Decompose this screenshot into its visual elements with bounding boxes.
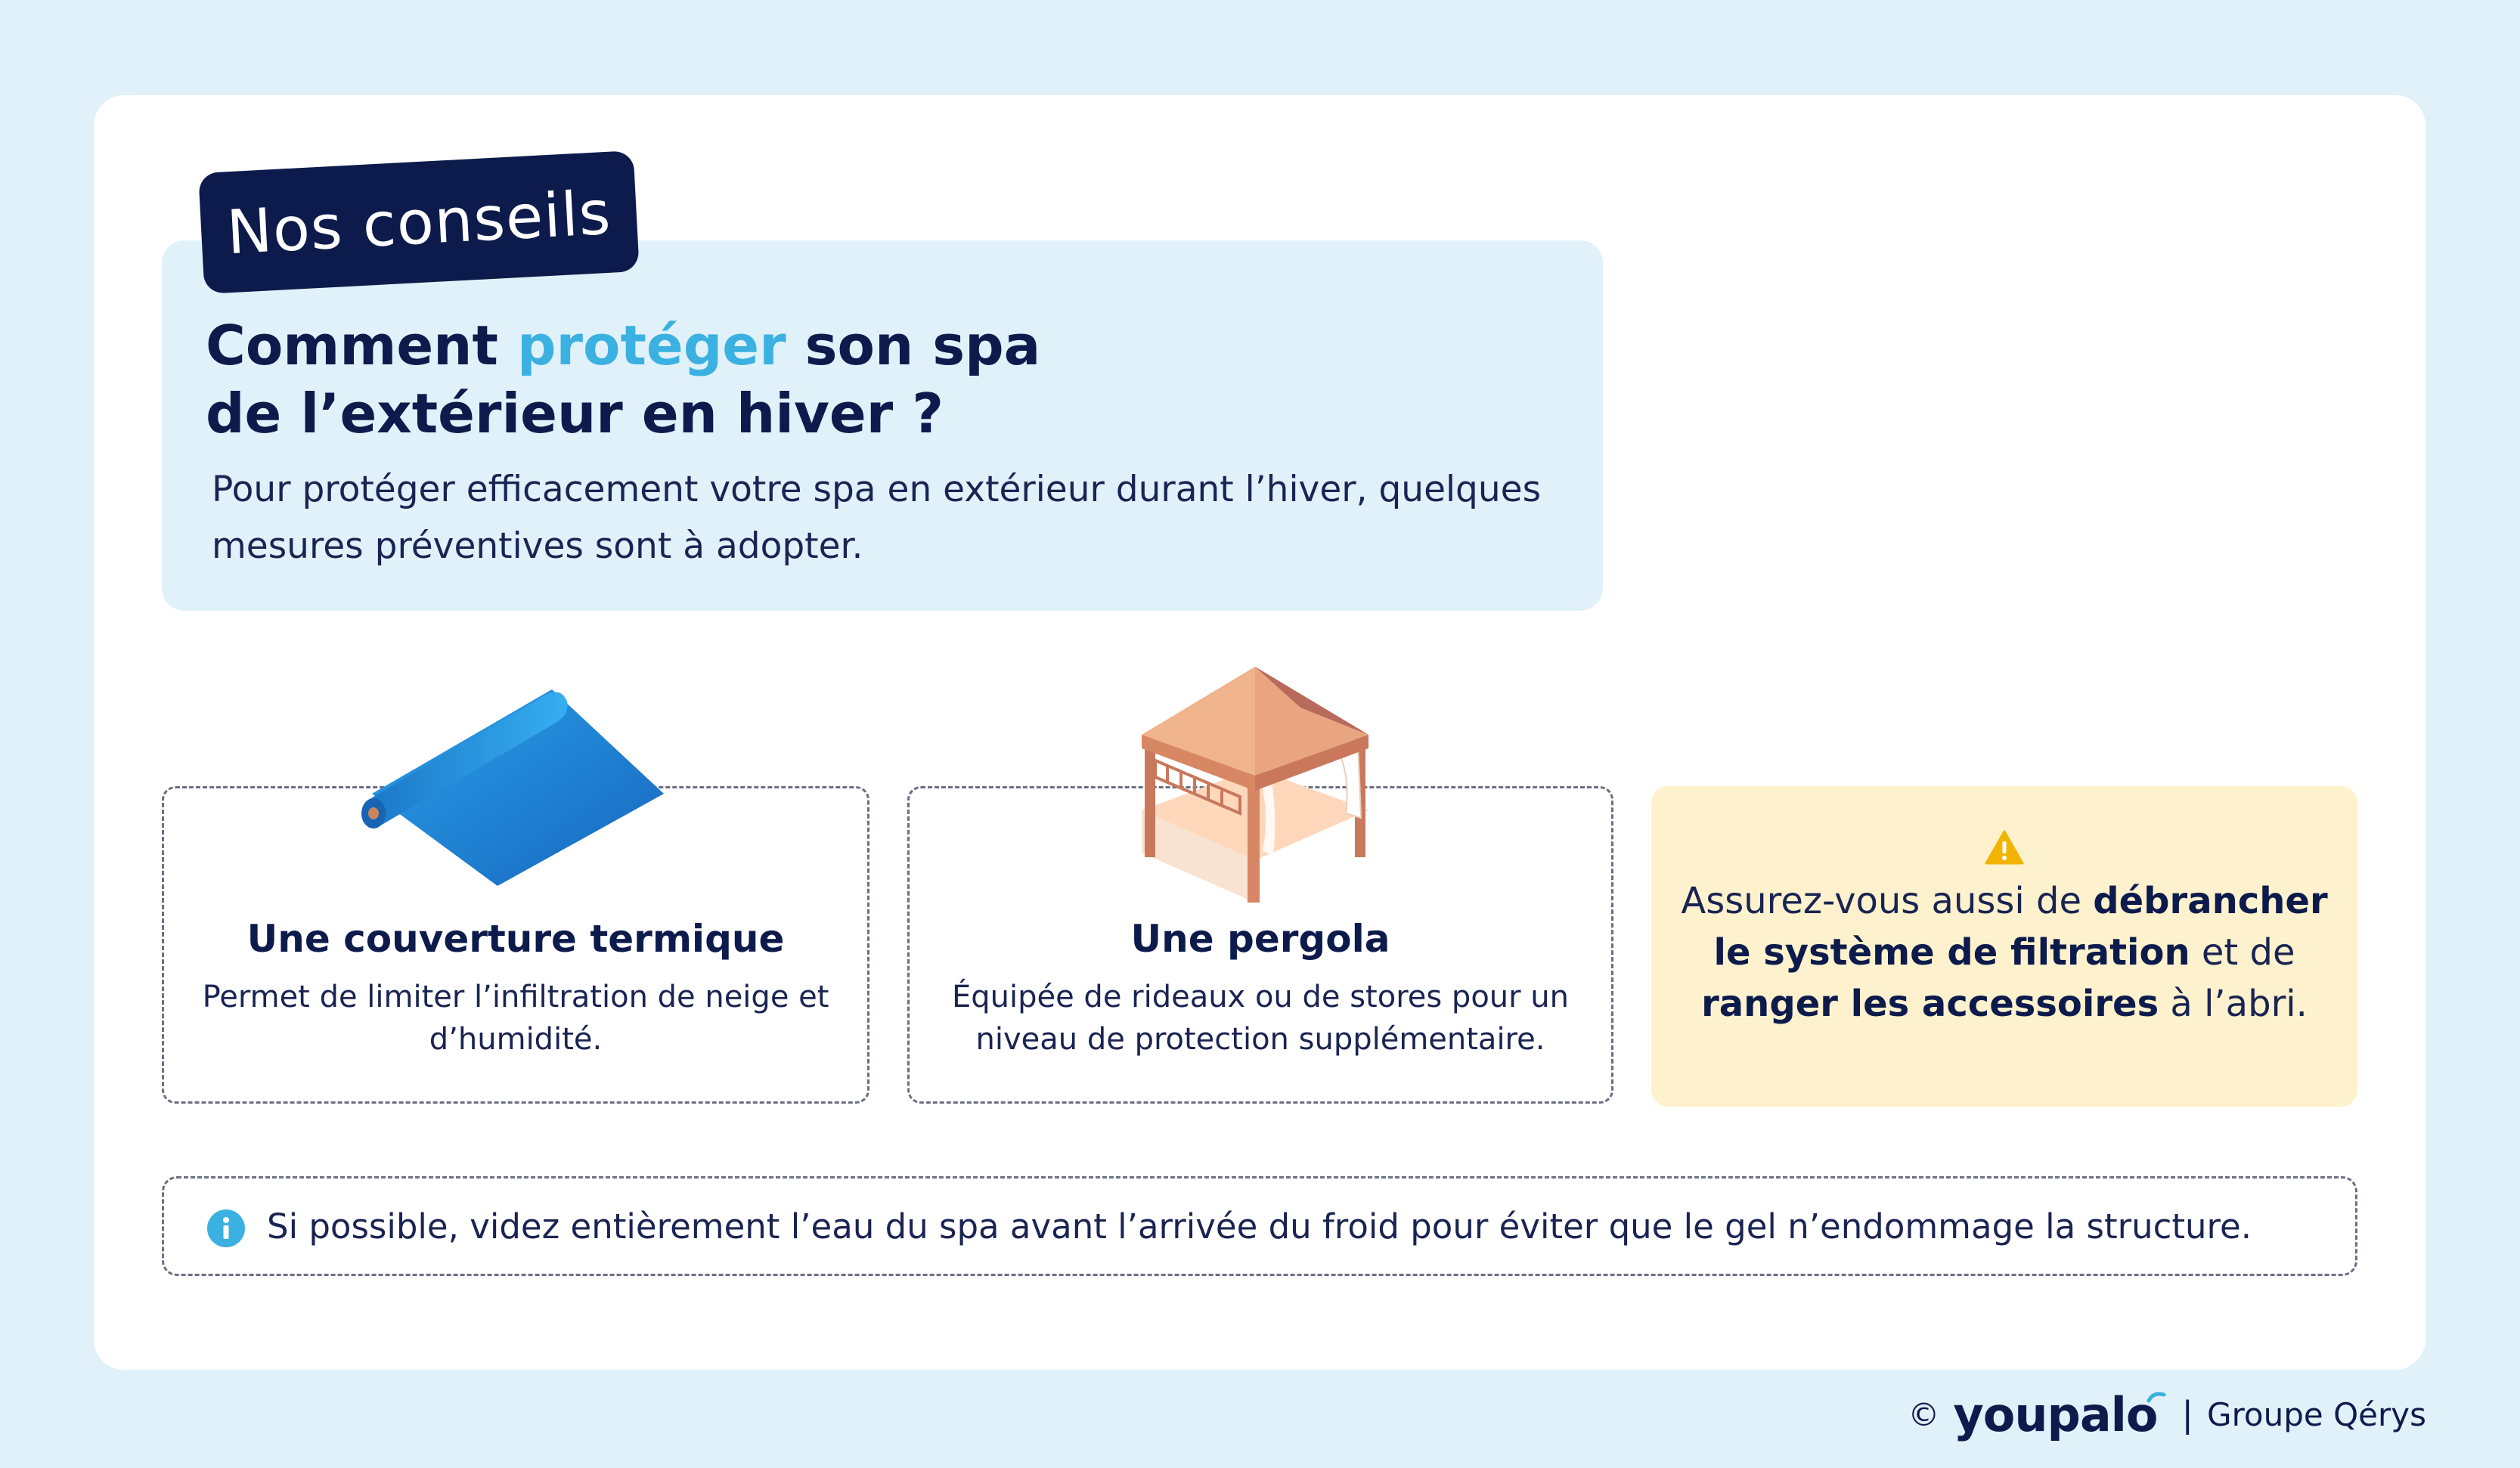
title-part-2: son spa (786, 314, 1041, 377)
tip-text: Équipée de rideaux ou de stores pour un niveau de protection supplémentaire. (951, 980, 1570, 1057)
warning-callout (1651, 786, 2357, 1107)
group-name: Groupe Qérys (2207, 1395, 2426, 1433)
tip-title: Une couverture termique (246, 917, 785, 961)
title-line-2: de l’extérieur en hiver ? (206, 382, 944, 445)
info-banner (162, 1176, 2357, 1276)
footer (1908, 1388, 2426, 1441)
footer-separator: | (2181, 1394, 2194, 1435)
tip-title: Une pergola (1130, 917, 1390, 961)
tip-text: Permet de limiter l’infiltration de neige et d’humidité. (202, 980, 829, 1057)
brand-name: youpalo (1953, 1386, 2158, 1442)
title-accent: protéger (516, 314, 786, 377)
info-icon (206, 1209, 246, 1248)
cover-roll-illustration (355, 680, 673, 892)
title-part-1: Comment (206, 314, 517, 377)
section-tag: Nos conseils (198, 150, 640, 294)
info-text: Si possible, videz entièrement l’eau du spa avant l’arrivée du froid pour éviter que le gel n’endommage la structure. (267, 1206, 2252, 1247)
warning-icon (1985, 830, 2024, 865)
page-title (206, 311, 1040, 448)
brand-swoosh-icon (2146, 1390, 2168, 1413)
intro-text: Pour protéger efficacement votre spa en extérieur durant l’hiver, quelques mesures préventives sont à adopter. (212, 469, 1542, 567)
brand-logo (1953, 1387, 2157, 1442)
pergola-illustration (1134, 662, 1384, 912)
warning-text: Assurez-vous aussi de débrancher le système de filtration et de ranger les accessoires à l’abri. (1681, 880, 2328, 1025)
copyright-symbol: © (1908, 1395, 1940, 1433)
